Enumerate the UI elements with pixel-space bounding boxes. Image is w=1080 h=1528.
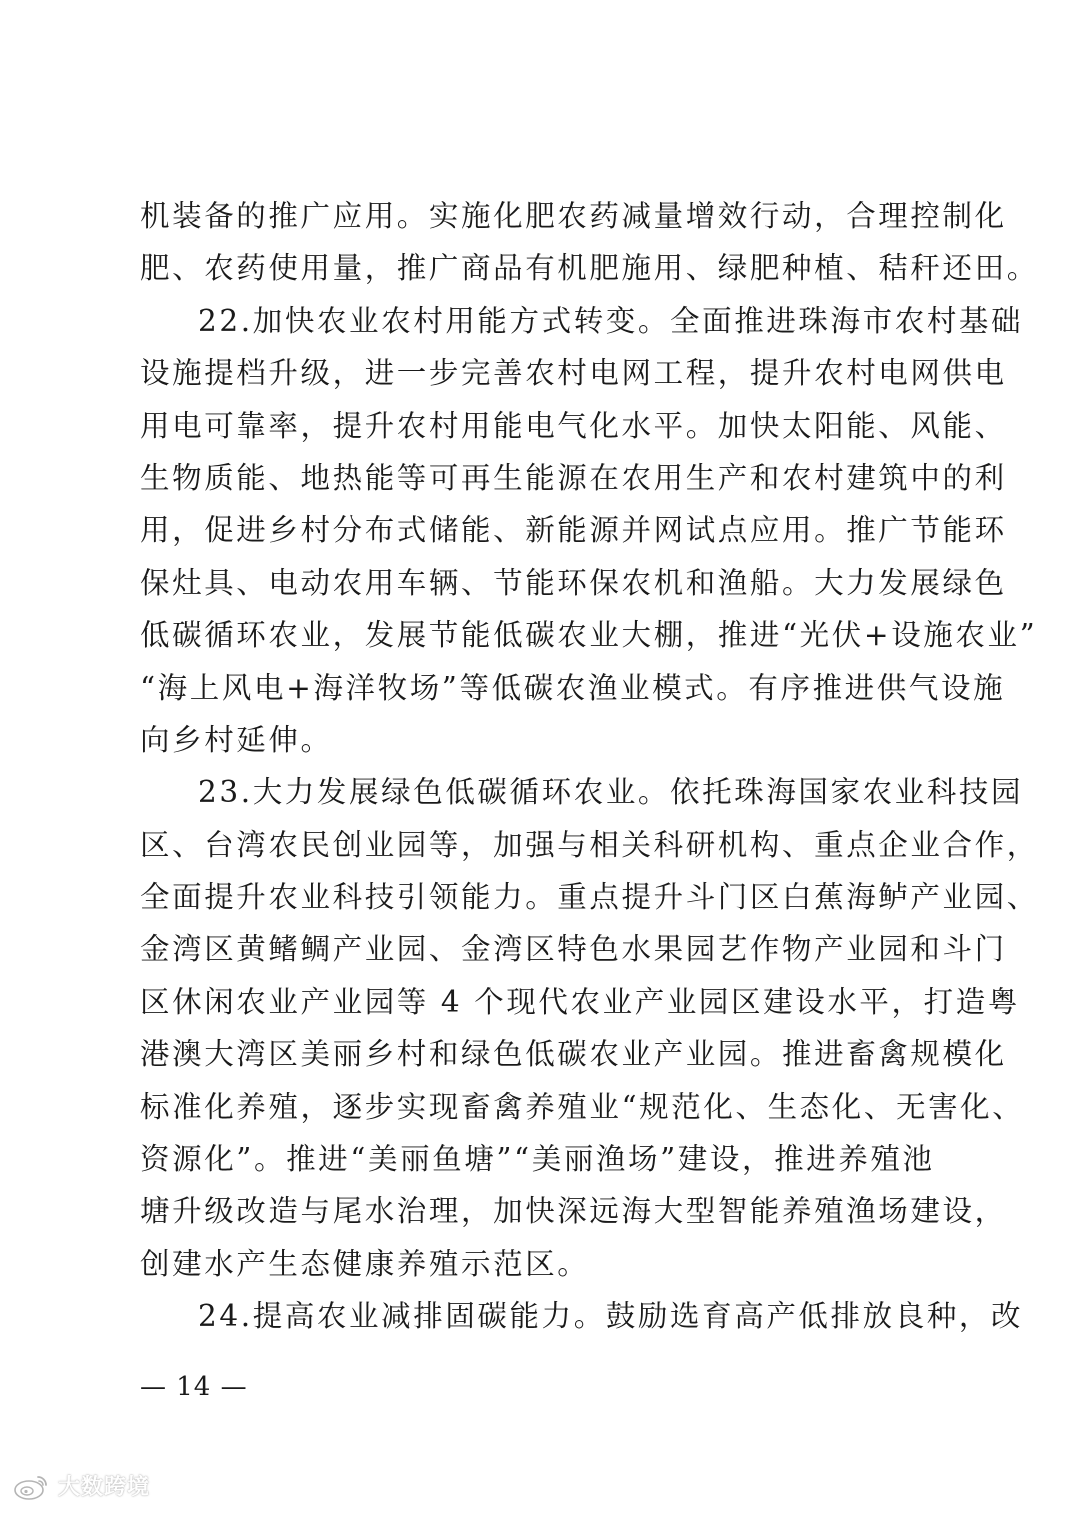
text-line: 资源化”。推进“美丽鱼塘”“美丽渔场”建设，推进养殖池 (140, 1142, 935, 1177)
text-line: 保灶具、电动农用车辆、节能环保农机和渔船。大力发展绿色 (140, 565, 1007, 600)
section-24-heading-line: 24.提高农业减排固碳能力。鼓励选育高产低排放良种，改 (198, 1299, 1024, 1334)
text-line: 生物质能、地热能等可再生能源在农用生产和农村建筑中的利 (140, 460, 1007, 495)
text-line: 向乡村延伸。 (140, 722, 333, 757)
text-line: 全面提升农业科技引领能力。重点提升斗门区白蕉海鲈产业园、 (140, 880, 1039, 915)
text-line: 肥、农药使用量，推广商品有机肥施用、绿肥种植、秸秆还田。 (140, 251, 1039, 286)
text-line: 港澳大湾区美丽乡村和绿色低碳农业产业园。推进畜禽规模化 (140, 1037, 1007, 1072)
section-22-heading-line: 22.加快农业农村用能方式转变。全面推进珠海市农村基础 (198, 303, 1024, 338)
text-line: 标准化养殖，逐步实现畜禽养殖业“规范化、生态化、无害化、 (140, 1089, 1025, 1124)
text-line: 塘升级改造与尾水治理，加快深远海大型智能养殖渔场建设， (140, 1194, 1007, 1229)
text-line: 设施提档升级，进一步完善农村电网工程，提升农村电网供电 (140, 356, 1007, 391)
text-line: 金湾区黄鳍鲷产业园、金湾区特色水果园艺作物产业园和斗门 (140, 932, 1007, 967)
text-line: 用电可靠率，提升农村用能电气化水平。加快太阳能、风能、 (140, 408, 1007, 443)
text-line: 机装备的推广应用。实施化肥农药减量增效行动，合理控制化 (140, 199, 1007, 233)
weibo-logo-icon (12, 1471, 52, 1501)
page-number: — 14 — (140, 1372, 248, 1402)
section-23-heading-line: 23.大力发展绿色低碳循环农业。依托珠海国家农业科技园 (198, 775, 1024, 810)
watermark (12, 1470, 150, 1501)
watermark-text: 大数跨境 (58, 1475, 151, 1500)
text-line: 区休闲农业产业园等 4 个现代农业产业园区建设水平，打造粤 (140, 984, 1020, 1019)
text-line: 区、台湾农民创业园等，加强与相关科研机构、重点企业合作， (140, 827, 1039, 862)
text-line: 用，促进乡村分布式储能、新能源并网试点应用。推广节能环 (140, 513, 1007, 548)
text-line: 创建水产生态健康养殖示范区。 (140, 1246, 590, 1281)
text-line: “海上风电+海洋牧场”等低碳农渔业模式。有序推进供气设施 (140, 670, 1006, 705)
text-line: 低碳循环农业，发展节能低碳农业大棚，推进“光伏+设施农业” (140, 618, 1038, 653)
body-text (140, 190, 1039, 1343)
